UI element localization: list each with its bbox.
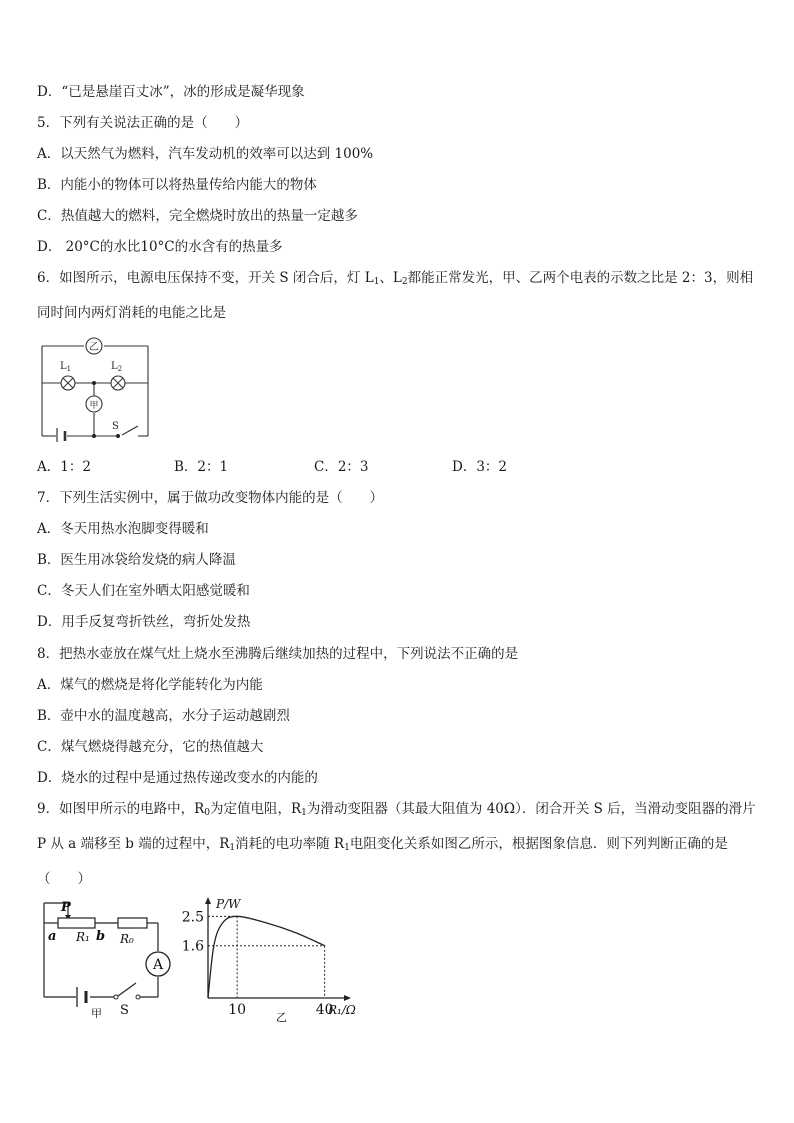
q7-option-a: A．冬天用热水泡脚变得暖和 (37, 521, 209, 537)
q8-option-a: A．煤气的燃烧是将化学能转化为内能 (37, 677, 263, 693)
q6-option-b: B．2：1 (174, 459, 229, 475)
x-axis-label: R₁/Ω (328, 1003, 356, 1017)
caption-yi: 乙 (276, 1011, 287, 1024)
q6-circuit-figure (38, 336, 152, 442)
q6-stem-part2: 、L (379, 270, 402, 286)
q9-circuit-figure (38, 893, 173, 1023)
q6-stem (37, 263, 757, 329)
switch-contact (136, 995, 140, 999)
y-axis-label: P/W (216, 897, 241, 911)
label-p: P (61, 900, 71, 915)
meter-yi-label: 乙 (89, 342, 99, 353)
q6-sub2: 2 (401, 277, 408, 287)
guide-lines (208, 916, 325, 998)
switch-contact (114, 995, 118, 999)
switch-contact (116, 434, 120, 438)
q7-option-d: D．用手反复弯折铁丝，弯折处发热 (37, 614, 251, 630)
q4-option-d: D．“已是悬崖百丈冰”，冰的形成是凝华现象 (37, 84, 305, 100)
ammeter-label: A (152, 957, 164, 973)
label-a: a (48, 929, 57, 944)
q5-stem: 5．下列有关说法正确的是（ ） (37, 115, 249, 131)
q6-sub1: 1 (373, 277, 380, 287)
q8-stem: 8．把热水壶放在煤气灶上烧水至沸腾后继续加热的过程中，下列说法不正确的是 (37, 646, 519, 662)
q9-sub4: 1 (344, 843, 350, 853)
y-tick-label: 2.5 (181, 909, 204, 926)
q9-sub1: 0 (204, 808, 210, 818)
q8-option-b: B．壶中水的温度越高，水分子运动越剧烈 (37, 708, 290, 724)
y-tick-label: 1.6 (181, 938, 204, 955)
q9-stem-part5: 电阻变化关系如图乙所示，根据图象信息．则下列判断正确的是（ ） (37, 836, 728, 887)
meter-jia-label: 甲 (89, 401, 99, 411)
power-curve (208, 916, 325, 998)
q6-option-d: D．3：2 (452, 459, 508, 475)
q5-option-b: B．内能小的物体可以将热量传给内能大的物体 (37, 177, 317, 193)
caption-jia: 甲 (91, 1007, 102, 1020)
battery-icon (57, 428, 65, 442)
q9-stem-part1: 9．如图甲所示的电路中，R (37, 801, 205, 817)
q6-stem-part1: 6．如图所示，电源电压保持不变，开关 S 闭合后，灯 L (37, 270, 374, 286)
q9-stem-part2: 为定值电阻，R (210, 801, 302, 817)
switch-s-label: S (112, 421, 119, 432)
q9-stem-part4: 消耗的电功率随 R (235, 836, 345, 852)
q7-stem: 7．下列生活实例中，属于做功改变物体内能的是（ ） (37, 490, 384, 506)
q9-power-chart (176, 890, 366, 1025)
q8-option-c: C．煤气燃烧得越充分，它的热值越大 (37, 739, 264, 755)
q7-option-b: B．医生用冰袋给发烧的病人降温 (37, 552, 236, 568)
q5-option-c: C．热值越大的燃料，完全燃烧时放出的热量一定越多 (37, 208, 358, 224)
junction-dot (92, 434, 96, 438)
q9-sub2: 1 (301, 808, 307, 818)
label-b: b (96, 929, 106, 944)
switch-s-label: S (120, 1003, 129, 1018)
x-tick-label: 40 (315, 1002, 334, 1018)
battery-icon (77, 987, 86, 1007)
q9-sub3: 1 (229, 843, 236, 853)
lamp-l2-label: $L_2$ (111, 361, 123, 373)
q5-option-a: A．以天然气为燃料，汽车发动机的效率可以达到 100% (37, 146, 374, 162)
label-r1: R₁ (76, 930, 90, 944)
q9-stem (37, 794, 757, 895)
q6-option-c: C．2：3 (314, 459, 369, 475)
q6-stem-part3: 都能正常发光，甲、乙两个电表的示数之比是 2：3，则相同时间内两灯消耗的电能之比是 (37, 270, 754, 321)
q8-option-d: D．烧水的过程中是通过热传递改变水的内能的 (37, 770, 318, 786)
q6-option-a: A．1：2 (37, 459, 91, 475)
junction-dot (92, 381, 96, 385)
q5-option-d: D． 20°C的水比10°C的水含有的热量多 (37, 239, 283, 255)
rheostat-r1-icon (58, 918, 95, 928)
lamp-l1-label: $L_1$ (60, 361, 72, 373)
resistor-r0-icon (118, 918, 147, 928)
q9-stem-part3: 为滑动变阻器（其最大阻值为 40Ω）．闭合开关 S 后，当滑动变阻器的滑片 P 从 a 端移至 b 端的过程中，R (37, 801, 756, 852)
q7-option-c: C．冬天人们在室外晒太阳感觉暖和 (37, 583, 250, 599)
label-r0: R₀ (120, 932, 134, 946)
x-tick-label: 10 (228, 1002, 247, 1018)
